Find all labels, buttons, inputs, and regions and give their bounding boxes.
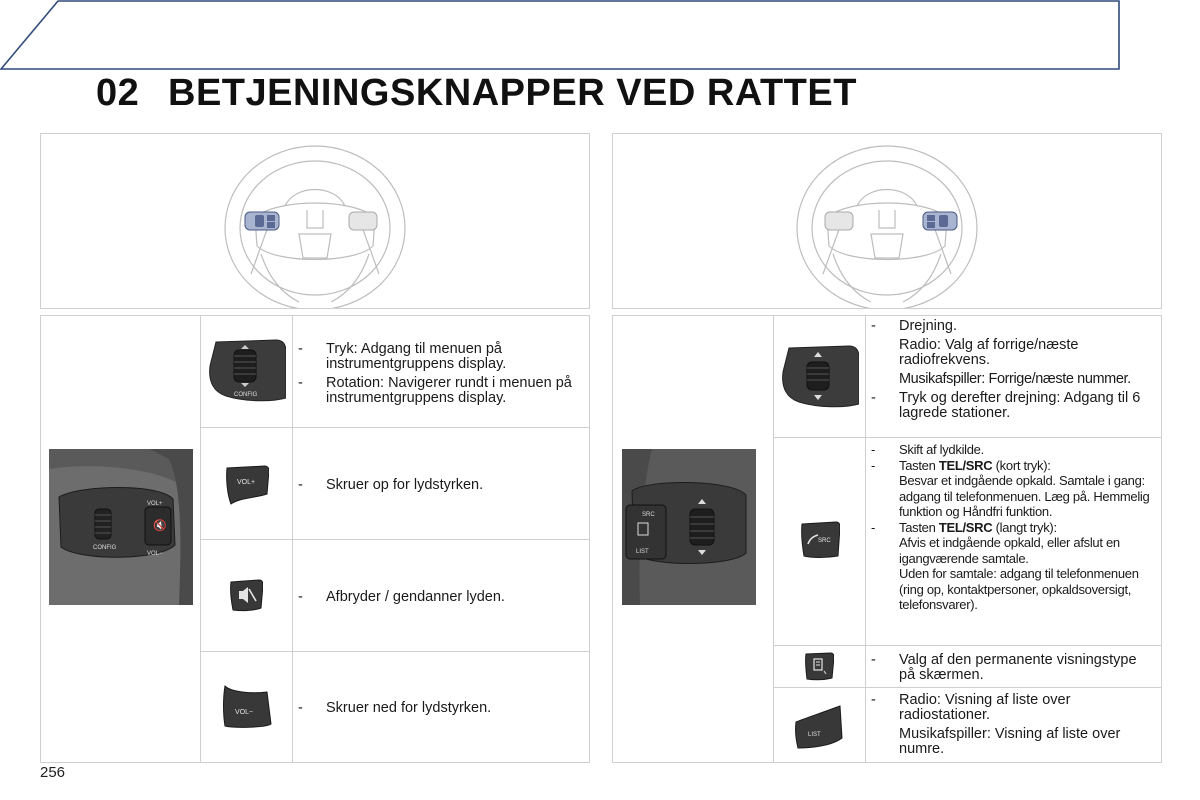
short-press-prefix: Tasten [899, 457, 939, 473]
list-icon-label: LIST [808, 732, 821, 738]
bullet-dash: - [298, 700, 303, 716]
radio-list-text: Radio: Visning af liste over radiostationer. [899, 692, 1071, 723]
mute-icon: 🔇 [153, 519, 167, 532]
left-closeup-cell [41, 316, 201, 762]
vol-minus-icon-label: VOL− [235, 709, 254, 716]
bullet-dash [871, 338, 899, 368]
bullet-dash: - [871, 318, 876, 334]
vol-minus-button-icon [221, 684, 273, 730]
steering-wheel-panel-right [612, 133, 1162, 309]
bullet-dash: - [298, 375, 303, 391]
reject-call-text: Afvis et indgående opkald, eller afslut en igangværende samtale. [899, 535, 1120, 566]
header-frame-icon [0, 0, 1120, 70]
thumbwheel-description [871, 319, 1156, 421]
page-number: 256 [40, 764, 66, 781]
short-press-suffix: (kort tryk): [992, 457, 1051, 473]
chapter-number: 02 [96, 72, 140, 114]
config-icon-label: CONFIG [234, 392, 258, 398]
bullet-dash [871, 727, 899, 757]
bullet-dash [871, 535, 899, 566]
vol-plus-button-icon [225, 464, 269, 508]
bullet-dash: - [871, 652, 876, 668]
short-press-text: Besvar et indgående opkald. Samtale i gang: adgang til telefonmenuen. Læg på. Hemmelig funktion og Håndfri funktion. [899, 473, 1150, 519]
music-track-text: Musikafspiller: Forrige/næste nummer. [899, 371, 1131, 387]
bullet-dash [871, 566, 899, 613]
phone-menu-text: Uden for samtale: adgang til telefonmenuen (ring op, kontaktpersoner, opkaldsoversigt, telefonsvarer). [899, 566, 1139, 612]
right-controls-closeup-icon [622, 449, 756, 605]
bullet-dash: - [871, 457, 876, 473]
bullet-dash: - [871, 692, 876, 708]
thumbwheel-up-down-icon [779, 342, 859, 412]
right-closeup-cell [613, 316, 774, 762]
bullet-dash [871, 372, 899, 387]
left-row-4-icon-cell [201, 652, 293, 762]
radio-frequency-text: Radio: Valg af forrige/næste radiofrekvens. [899, 337, 1079, 368]
right-row-4-icon-cell [774, 688, 866, 762]
right-row-3-icon-cell [774, 646, 866, 688]
left-controls-table [40, 315, 590, 763]
source-change-text: Skift af lydkilde. [899, 442, 984, 457]
config-thumbwheel-icon [206, 336, 286, 406]
config-rotation-text: Rotation: Navigerer rundt i menuen på instrumentgruppens display. [326, 375, 572, 406]
rotation-text: Drejning. [899, 318, 958, 334]
music-list-text: Musikafspiller: Visning af liste over numre. [899, 726, 1121, 757]
right-row-3-text-cell [866, 646, 1161, 688]
left-controls-closeup-icon [49, 449, 193, 605]
vol-plus-icon-label: VOL+ [237, 479, 256, 486]
long-press-prefix: Tasten [899, 519, 939, 535]
bullet-dash: - [298, 341, 303, 357]
right-controls-table [612, 315, 1162, 763]
bullet-dash: - [871, 442, 876, 457]
display-mode-text: Valg af den permanente visningstype på skærmen. [899, 652, 1137, 683]
vol-plus-label: VOL+ [147, 501, 163, 507]
left-row-2-icon-cell [201, 428, 293, 540]
tel-src-description [871, 442, 1158, 613]
config-press-text: Tryk: Adgang til menuen på instrumentgruppens display. [326, 341, 507, 372]
vol-minus-label: VOL− [147, 551, 163, 557]
left-row-1-text-cell [293, 316, 589, 428]
mute-text: Afbryder / gendanner lyden. [326, 589, 505, 605]
config-label: CONFIG [93, 545, 117, 551]
bullet-dash [871, 473, 899, 520]
left-row-4-text-cell [293, 652, 589, 762]
right-row-1-text-cell [866, 316, 1161, 438]
right-row-4-text-cell [866, 688, 1161, 762]
right-row-2-icon-cell [774, 438, 866, 646]
preset-stations-text: Tryk og derefter drejning: Adgang til 6 lagrede stationer. [899, 390, 1141, 421]
display-mode-button-icon [804, 651, 834, 681]
list-label: LIST [636, 549, 649, 555]
bullet-dash: - [298, 477, 303, 493]
steering-wheel-panel-left [40, 133, 590, 309]
left-row-2-text-cell [293, 428, 589, 540]
src-label: SRC [642, 512, 655, 518]
tel-src-key-label: TEL/SRC [938, 519, 993, 535]
tel-src-key-label: TEL/SRC [938, 457, 993, 473]
bullet-dash: - [871, 519, 876, 535]
left-row-3-text-cell [293, 540, 589, 652]
bullet-dash: - [298, 589, 303, 605]
vol-down-text: Skruer ned for lydstyrken. [326, 700, 492, 716]
mute-button-icon [229, 578, 263, 612]
left-row-3-icon-cell [201, 540, 293, 652]
src-icon-label: SRC [818, 538, 831, 544]
bullet-dash: - [871, 390, 876, 406]
steering-wheel-icon [613, 134, 1161, 308]
long-press-suffix: (langt tryk): [992, 519, 1057, 535]
list-button-icon [794, 704, 844, 750]
steering-wheel-icon [41, 134, 589, 308]
tel-src-button-icon [800, 520, 840, 560]
left-row-1-icon-cell [201, 316, 293, 428]
right-row-1-icon-cell [774, 316, 866, 438]
right-row-2-text-cell [866, 438, 1161, 646]
chapter-header [0, 0, 1120, 70]
page-title: BETJENINGSKNAPPER VED RATTET [168, 72, 857, 114]
vol-up-text: Skruer op for lydstyrken. [326, 477, 484, 493]
